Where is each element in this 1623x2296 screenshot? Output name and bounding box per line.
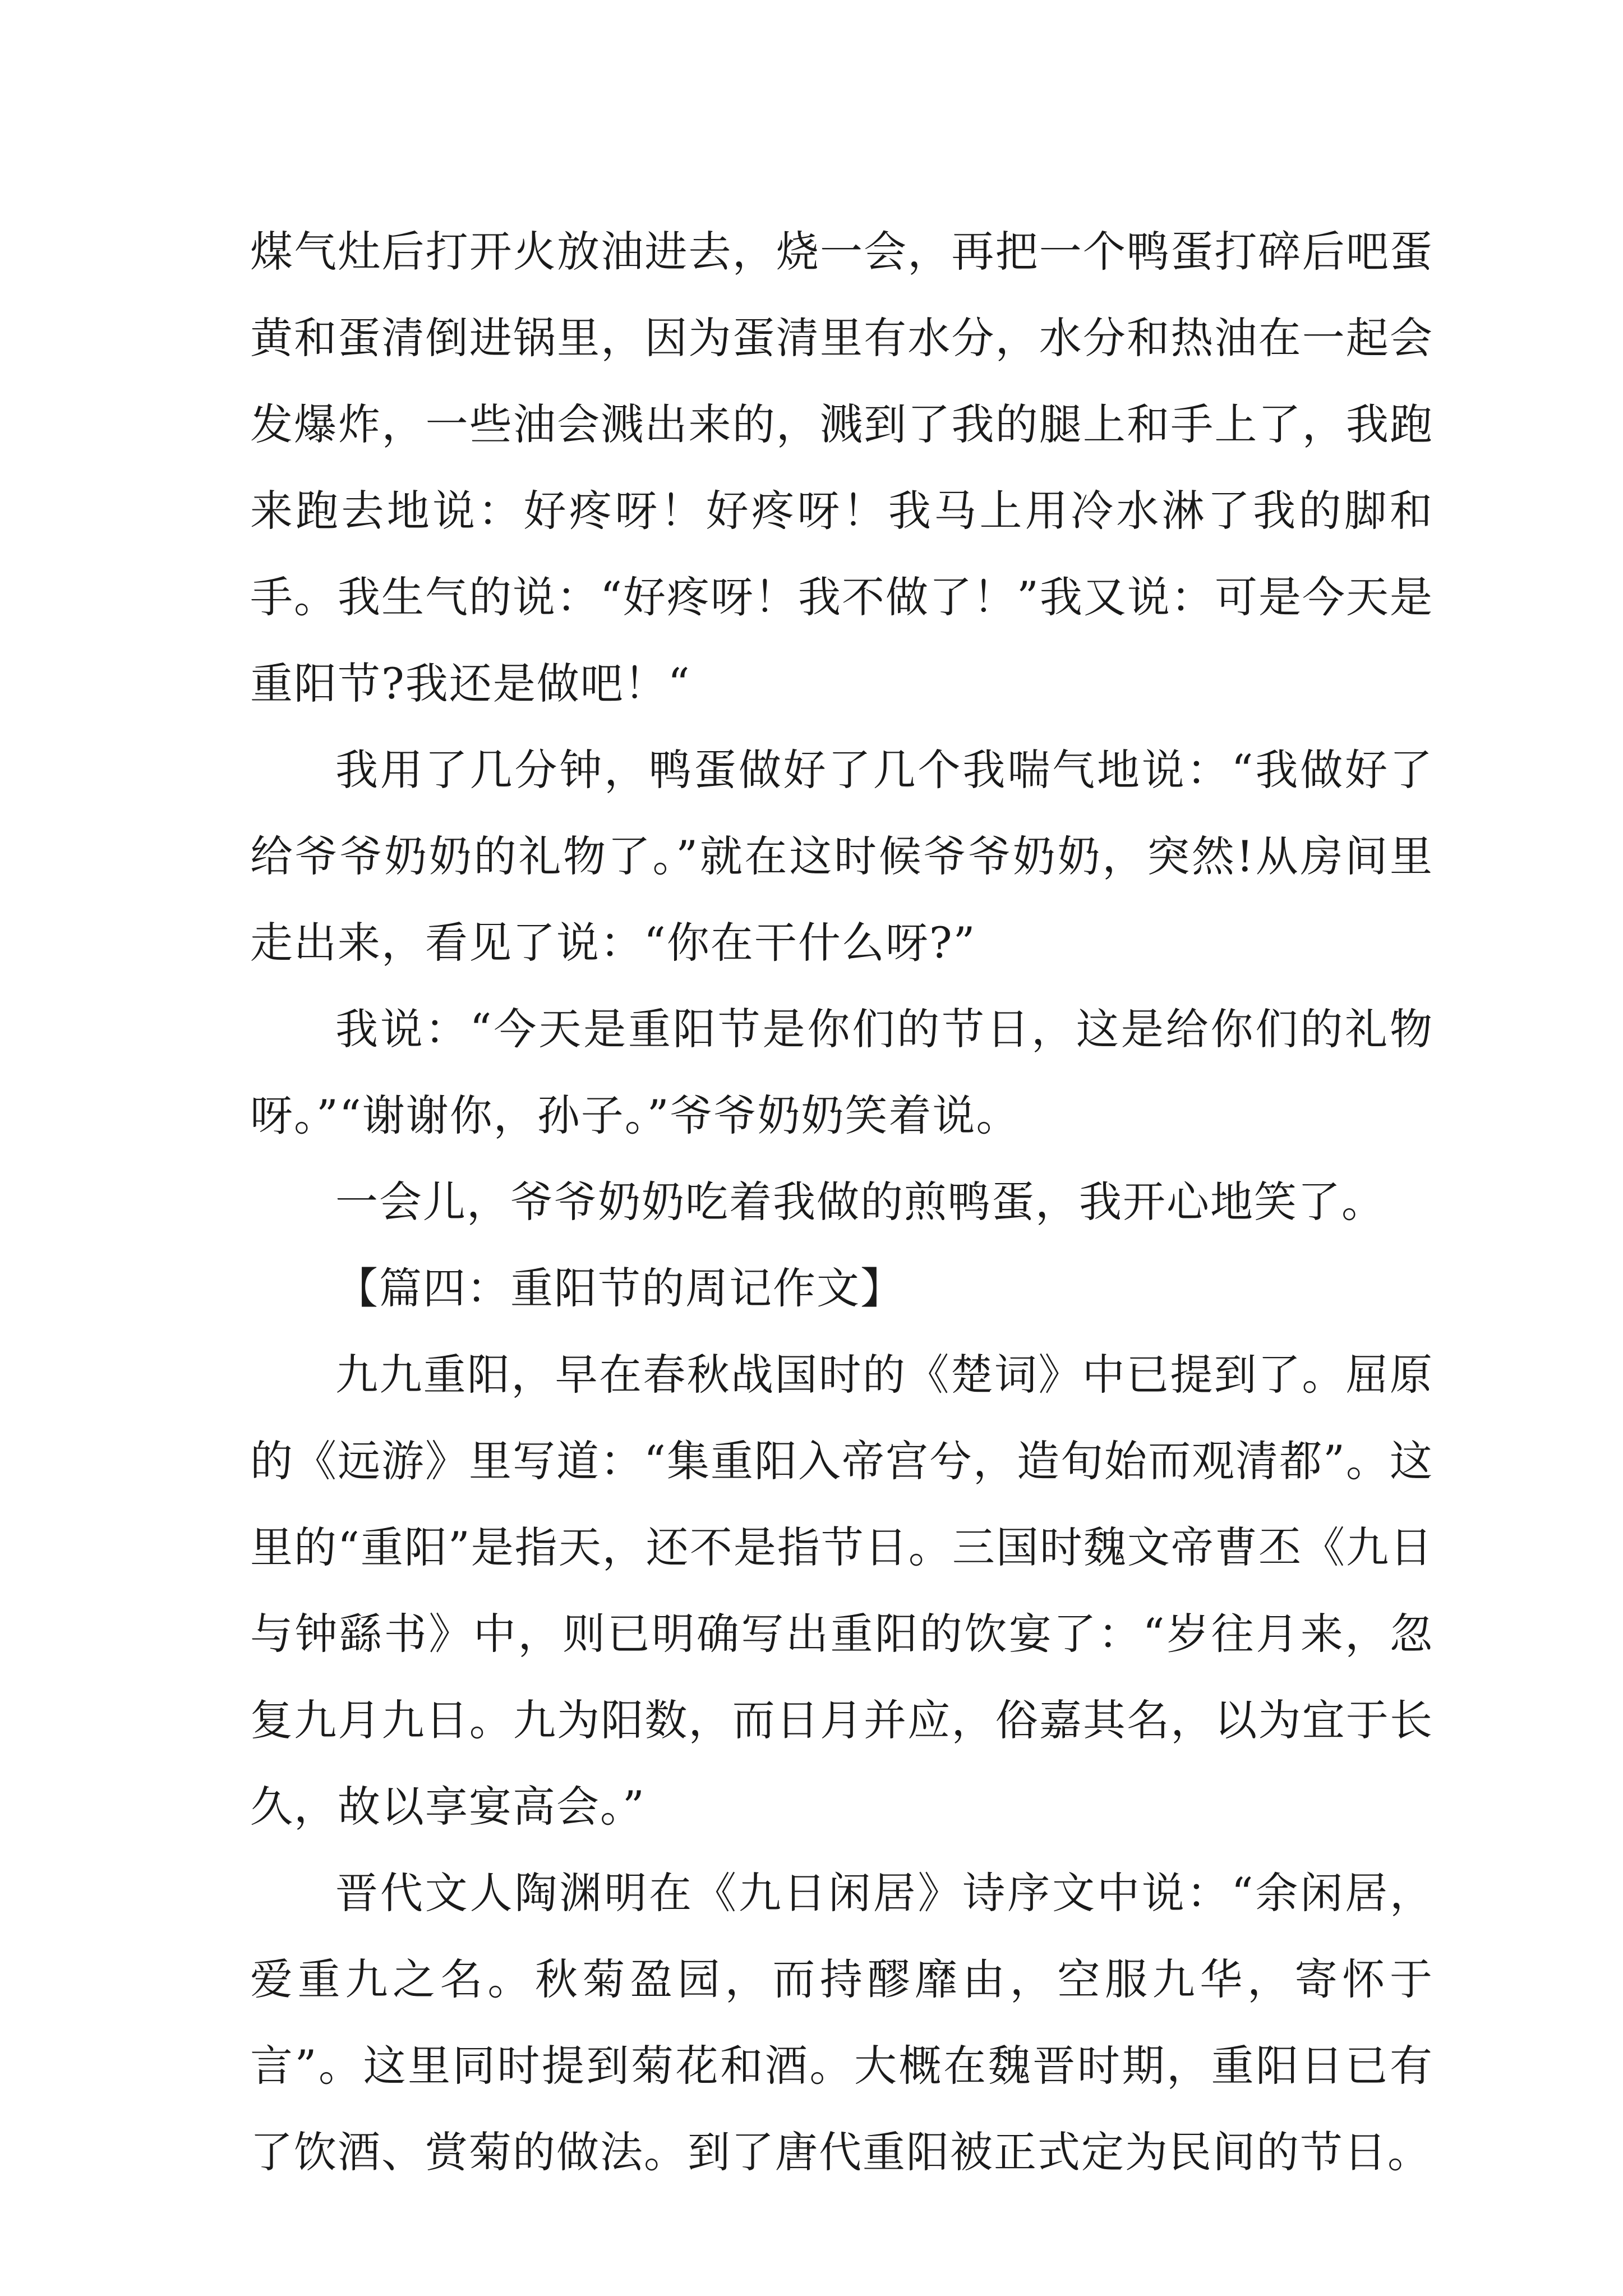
paragraph-4: 一会儿，爷爷奶奶吃着我做的煎鸭蛋，我开心地笑了。	[335, 1177, 1385, 1227]
paragraph-6: 晋代文人陶渊明在《九日闲居》诗序文中说：“余闲居，爱重九之名。秋菊盈园，而持醪靡由，空服九华，寄怀于言”。这里同时提到菊花和酒。大概在魏晋时期，重阳日已有了饮酒、赏菊的做法。到了唐代重阳被正式定为民间的节日。	[250, 1868, 1433, 2177]
section-heading: 【篇四：重阳节的周记作文】	[335, 1263, 904, 1313]
paragraph-3: 我说：“今天是重阳节是你们的节日，这是给你们的礼物呀。”“谢谢你，孙子。”爷爷奶奶笑着说。	[250, 1004, 1433, 1140]
paragraph-5: 九九重阳，早在春秋战国时的《楚词》中已提到了。屈原的《远游》里写道：“集重阳入帝宫兮，造旬始而观清都”。这里的“重阳”是指天，还不是指节日。三国时魏文帝曹丕《九日与钟繇书》中，则已明确写出重阳的饮宴了：“岁往月来，忽复九月九日。九为阳数，而日月并应，俗嘉其名，以为宜于长久，故以享宴高会。”	[250, 1350, 1433, 1832]
document-body	[250, 209, 1433, 2196]
paragraph-1: 煤气灶后打开火放油进去，烧一会，再把一个鸭蛋打碎后吧蛋黄和蛋清倒进锅里，因为蛋清里有水分，水分和热油在一起会发爆炸，一些油会溅出来的，溅到了我的腿上和手上了，我跑来跑去地说：好疼呀！好疼呀！我马上用冷水淋了我的脚和手。我生气的说：“好疼呀！我不做了！”我又说：可是今天是重阳节?我还是做吧！“	[250, 227, 1433, 708]
paragraph-2: 我用了几分钟，鸭蛋做好了几个我喘气地说：“我做好了给爷爷奶奶的礼物了。”就在这时候爷爷奶奶，突然!从房间里走出来，看见了说：“你在干什么呀?”	[250, 745, 1433, 968]
